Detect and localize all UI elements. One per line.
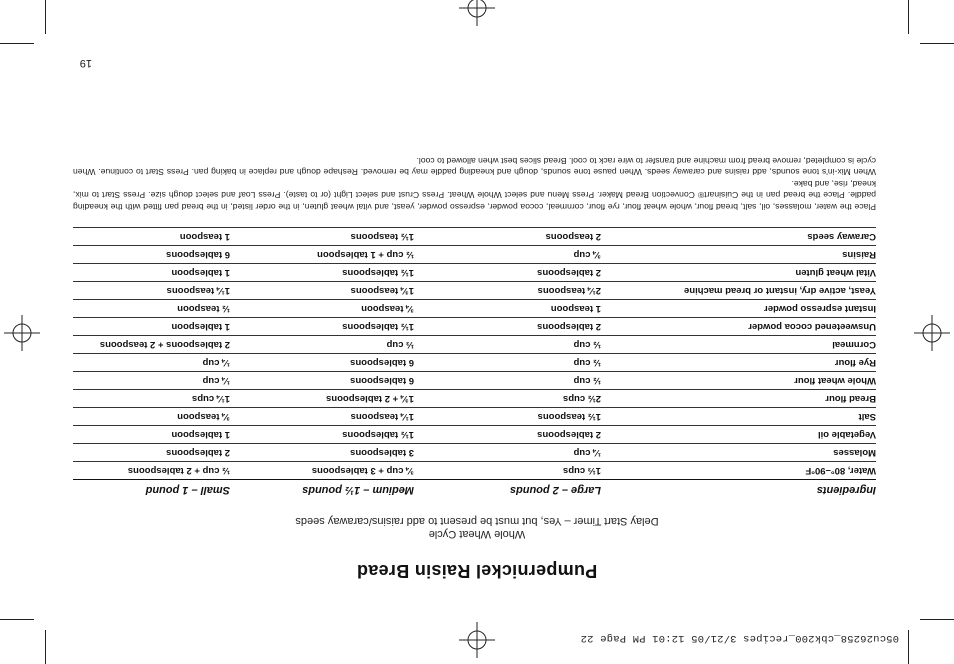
large-amount-cell: ½ cup: [414, 372, 601, 390]
medium-amount-cell: 1½ tablespoons: [230, 264, 414, 282]
ingredient-cell: Caraway seeds: [601, 228, 876, 246]
small-amount-cell: ¼ cup: [73, 372, 230, 390]
table-row: [73, 390, 876, 408]
ingredient-cell: Bread flour: [601, 390, 876, 408]
crop-mark: [920, 43, 954, 44]
medium-amount-cell: 1½ tablespoons: [230, 426, 414, 444]
medium-amount-cell: 6 tablespoons: [230, 372, 414, 390]
small-amount-cell: ¼ cup: [73, 354, 230, 372]
ingredient-cell: Molasses: [601, 444, 876, 462]
registration-mark-icon: [459, 0, 495, 26]
ingredient-cell: Yeast, active dry, instant or bread machine: [601, 282, 876, 300]
small-amount-cell: 6 tablespoons: [73, 246, 230, 264]
table-row: [73, 282, 876, 300]
small-amount-cell: 1¼ teaspoons: [73, 282, 230, 300]
large-amount-cell: 2 tablespoons: [414, 318, 601, 336]
ingredients-table: [73, 227, 876, 499]
medium-amount-cell: 3 tablespoons: [230, 444, 414, 462]
print-slug: 05cu26258_cbk200_recipes 3/21/05 12:01 PM Page 22: [580, 632, 899, 644]
column-header-small: Small – 1 pound: [73, 480, 230, 500]
small-amount-cell: ¾ teaspoon: [73, 408, 230, 426]
table-row: [73, 318, 876, 336]
crop-mark: [920, 619, 954, 620]
ingredient-cell: Unsweetened cocoa powder: [601, 318, 876, 336]
table-row: [73, 228, 876, 246]
ingredient-cell: Salt: [601, 408, 876, 426]
crop-mark: [0, 619, 34, 620]
registration-mark-icon: [914, 315, 950, 351]
ingredient-cell: Raisins: [601, 246, 876, 264]
large-amount-cell: 1⅓ cups: [414, 462, 601, 480]
small-amount-cell: 1 tablespoon: [73, 264, 230, 282]
page-number: 19: [79, 57, 92, 69]
ingredient-cell: Rye flour: [601, 354, 876, 372]
column-header-ingredients: Ingredients: [601, 480, 876, 500]
delay-note: Delay Start Timer – Yes, but must be present to add raisins/caraway seeds: [295, 515, 659, 527]
large-amount-cell: ¾ cup: [414, 246, 601, 264]
medium-amount-cell: 1¾ + 2 tablespoons: [230, 390, 414, 408]
crop-mark: [908, 630, 909, 664]
large-amount-cell: 2 tablespoons: [414, 426, 601, 444]
large-amount-cell: 2 tablespoons: [414, 264, 601, 282]
crop-mark: [0, 43, 34, 44]
medium-amount-cell: 1¼ teaspoons: [230, 408, 414, 426]
large-amount-cell: ½ cup: [414, 354, 601, 372]
column-header-medium: Medium – 1½ pounds: [230, 480, 414, 500]
crop-mark: [45, 0, 46, 34]
medium-amount-cell: ¾ cup + 3 tablespoons: [230, 462, 414, 480]
small-amount-cell: ½ cup + 2 tablespoons: [73, 462, 230, 480]
medium-amount-cell: 1¾ teaspoons: [230, 282, 414, 300]
table-row: [73, 264, 876, 282]
small-amount-cell: 1¼ cups: [73, 390, 230, 408]
crop-mark: [908, 0, 909, 34]
small-amount-cell: ½ teaspoon: [73, 300, 230, 318]
small-amount-cell: 2 tablespoons: [73, 444, 230, 462]
ingredient-cell: Vital wheat gluten: [601, 264, 876, 282]
table-row: [73, 426, 876, 444]
medium-amount-cell: 1½ tablespoons: [230, 318, 414, 336]
table-row: [73, 462, 876, 480]
medium-amount-cell: ½ cup + 1 tablespoon: [230, 246, 414, 264]
large-amount-cell: 1 teaspoon: [414, 300, 601, 318]
small-amount-cell: 1 tablespoon: [73, 318, 230, 336]
medium-amount-cell: ¾ teaspoon: [230, 300, 414, 318]
large-amount-cell: 2¼ teaspoons: [414, 282, 601, 300]
column-header-large: Large – 2 pounds: [414, 480, 601, 500]
ingredient-cell: Water, 80°–90°F: [601, 462, 876, 480]
ingredient-cell: Instant espresso powder: [601, 300, 876, 318]
instruction-paragraph: Place the water, molasses, oil, salt, bread flour, whole wheat flour, rye flour, cornmeal, cocoa powder, espresso powder, yeast, and vital wheat gluten, in the order listed, in the bread pan fitted with the kneading paddle. Place the bread pan in the Cuisinart® Convection Bread Maker. Press Menu and select Whole Wheat. Press Crust and select Light (or to taste). Press Loaf and select dough size. Press Start to mix, knead, rise, and bake.: [73, 178, 876, 212]
medium-amount-cell: ⅓ cup: [230, 336, 414, 354]
large-amount-cell: ¼ cup: [414, 444, 601, 462]
cycle-name: Whole Wheat Cycle: [428, 528, 526, 540]
registration-mark-icon: [4, 315, 40, 351]
ingredient-cell: Vegetable oil: [601, 426, 876, 444]
table-row: [73, 300, 876, 318]
table-row: [73, 246, 876, 264]
instructions: [73, 154, 876, 212]
recipe-title: Pumpernickel Raisin Bread: [356, 561, 598, 581]
ingredient-cell: Cornmeal: [601, 336, 876, 354]
small-amount-cell: 2 tablespoons + 2 teaspoons: [73, 336, 230, 354]
small-amount-cell: 1 teaspoon: [73, 228, 230, 246]
table-row: [73, 354, 876, 372]
medium-amount-cell: 6 tablespoons: [230, 354, 414, 372]
large-amount-cell: 2 teaspoons: [414, 228, 601, 246]
table-row: [73, 336, 876, 354]
table-row: [73, 444, 876, 462]
table-row: [73, 372, 876, 390]
medium-amount-cell: 1½ teaspoons: [230, 228, 414, 246]
large-amount-cell: 2½ cups: [414, 390, 601, 408]
table-row: [73, 408, 876, 426]
table-header-row: [73, 480, 876, 500]
small-amount-cell: 1 tablespoon: [73, 426, 230, 444]
instruction-paragraph: When Mix-in's tone sounds, add raisins and caraway seeds. When pause tone sounds, dough and kneading paddle may be removed. Reshape dough and replace in baking pan. Press Start to continue. When cycle is completed, remove bread from machine and transfer to wire rack to cool. Bread slices best when allowed to cool.: [73, 155, 876, 178]
ingredient-cell: Whole wheat flour: [601, 372, 876, 390]
large-amount-cell: 1½ teaspoons: [414, 408, 601, 426]
large-amount-cell: ½ cup: [414, 336, 601, 354]
